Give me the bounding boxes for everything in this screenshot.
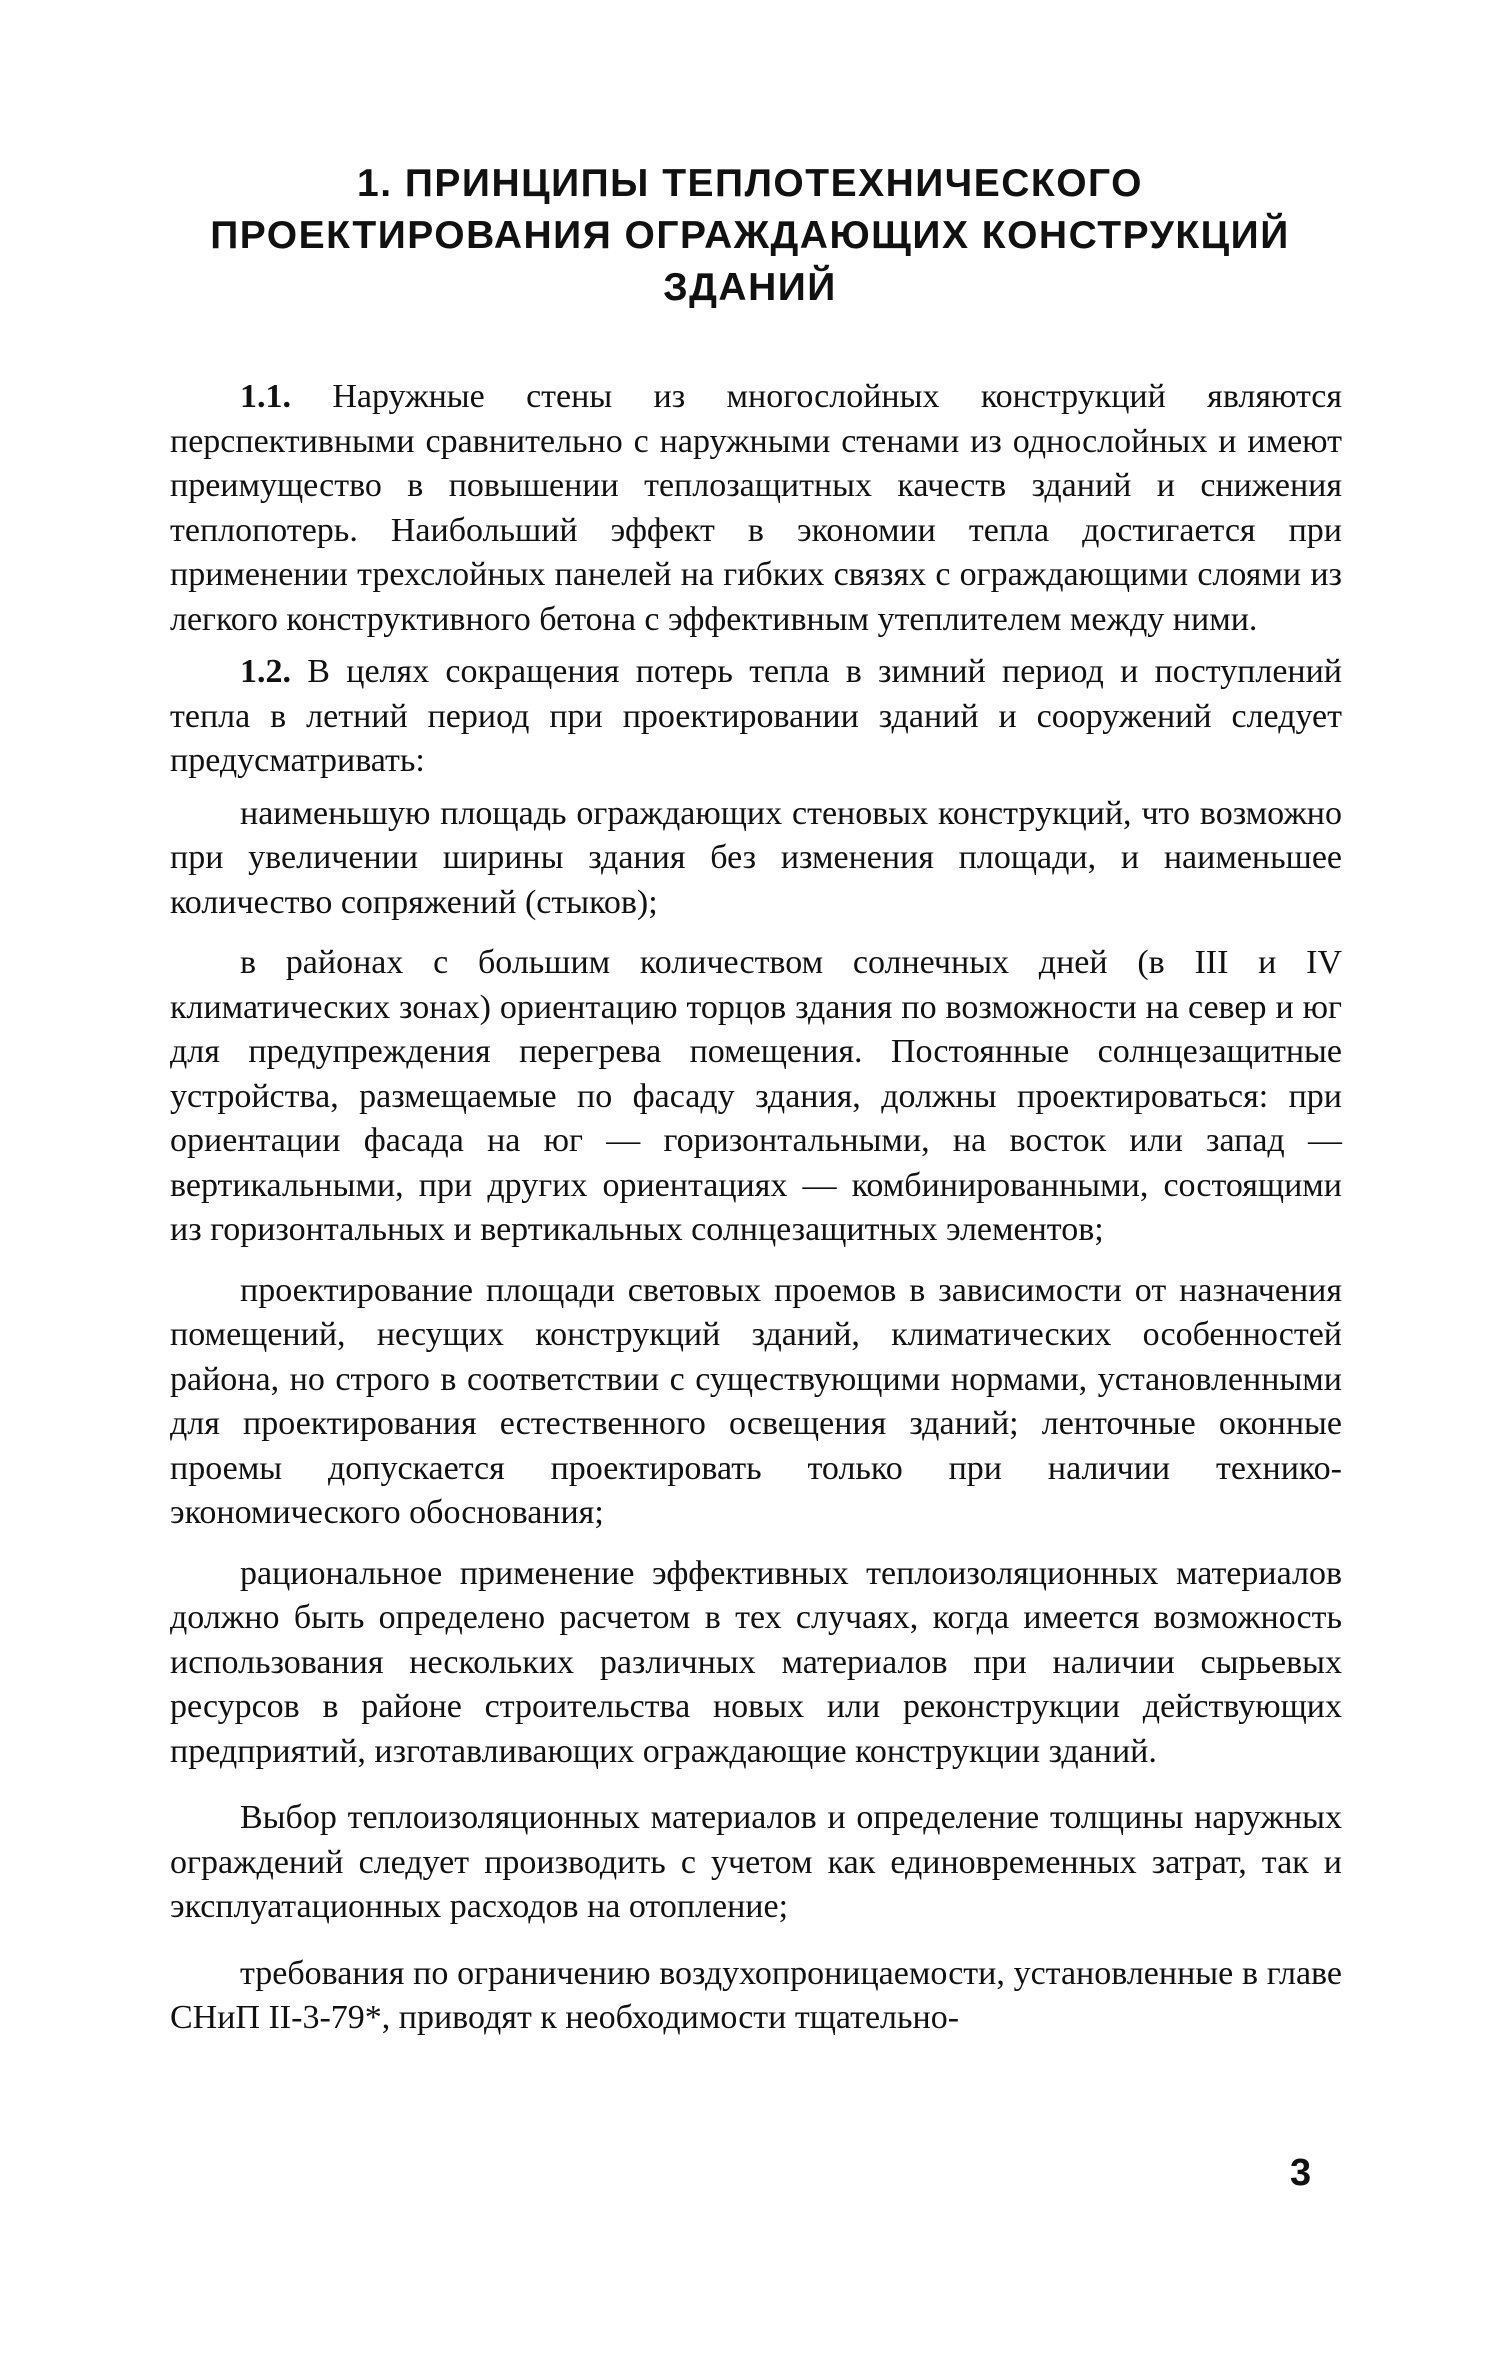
list-item-min-area — [170, 792, 1342, 926]
paragraph-text: рациональное применение эффективных теплоизоляционных материалов должно быть определено расчетом в тех случаях, когда имеется возможность использования нескольких различных материалов при наличии сырьевых ресурсов в районе строительства новых или реконструкции действующих предприятий, изготавливающих ограждающие конструкции зданий. — [170, 1554, 1342, 1770]
heading-line-1: 1. ПРИНЦИПЫ ТЕПЛОТЕХНИЧЕСКОГО — [357, 162, 1143, 205]
list-item-insulation — [170, 1552, 1342, 1775]
paragraph-air-permeability — [170, 1952, 1342, 2041]
paragraph-text: Выбор теплоизоляционных материалов и определение толщины наружных ограждений следует производить с учетом как единовременных затрат, так и эксплуатационных расходов на отопление; — [170, 1799, 1342, 1925]
clause-number: 1.2. — [240, 653, 291, 690]
body-text — [170, 375, 1342, 2041]
paragraph-material-choice — [170, 1796, 1342, 1930]
paragraph-text: в районах с большим количеством солнечных дней (в III и IV климатических зонах) ориентацию торцов здания по возможности на север и юг для предупреждения перегрева помещения. Постоянные солнцезащитные устройства, размещаемые по фасаду здания, должны проектироваться: при ориентации фасада на юг — горизонтальными, на восток или запад — вертикальными, при других ориентациях — комбинированными, состоящими из горизонтальных и вертикальных солнцезащитных элементов; — [170, 944, 1342, 1248]
section-heading — [150, 158, 1350, 314]
paragraph-text: требования по ограничению воздухопроницаемости, установленные в главе СНиП II-3-79*, приводят к необходимости тщательно- — [170, 1954, 1342, 2036]
clause-number: 1.1. — [240, 378, 291, 415]
list-item-window-area — [170, 1269, 1342, 1536]
heading-line-2: ПРОЕКТИРОВАНИЯ ОГРАЖДАЮЩИХ КОНСТРУКЦИЙ — [210, 214, 1290, 257]
paragraph-text: проектирование площади световых проемов в зависимости от назначения помещений, несущих конструкций зданий, климатических особенностей района, но строго в соответствии с существующими нормами, установленными для проектирования естественного освещения зданий; ленточные оконные проемы допускается проектировать только при наличии технико-экономического обоснования; — [170, 1271, 1342, 1531]
paragraph-text: наименьшую площадь ограждающих стеновых конструкций, что возможно при увеличении ширины здания без изменения площади, и наименьшее количество сопряжений (стыков); — [170, 794, 1342, 921]
page-number: 3 — [1290, 2152, 1312, 2194]
list-item-orientation — [170, 941, 1342, 1253]
paragraph-text: В целях сокращения потерь тепла в зимний период и поступлений тепла в летний период при проектировании зданий и сооружений следует предусматривать: — [170, 653, 1342, 779]
paragraph-text: Наружные стены из многослойных конструкций являются перспективными сравнительно с наружными стенами из однослойных и имеют преимущество в повышении теплозащитных качеств зданий и снижения теплопотерь. Наибольший эффект в экономии тепла достигается при применении трехслойных панелей на гибких связях с ограждающими слоями из легкого конструктивного бетона с эффективным утеплителем между ними. — [170, 378, 1342, 638]
paragraph-1-1 — [170, 375, 1342, 642]
heading-line-3: ЗДАНИЙ — [663, 266, 837, 309]
paragraph-1-2 — [170, 650, 1342, 784]
